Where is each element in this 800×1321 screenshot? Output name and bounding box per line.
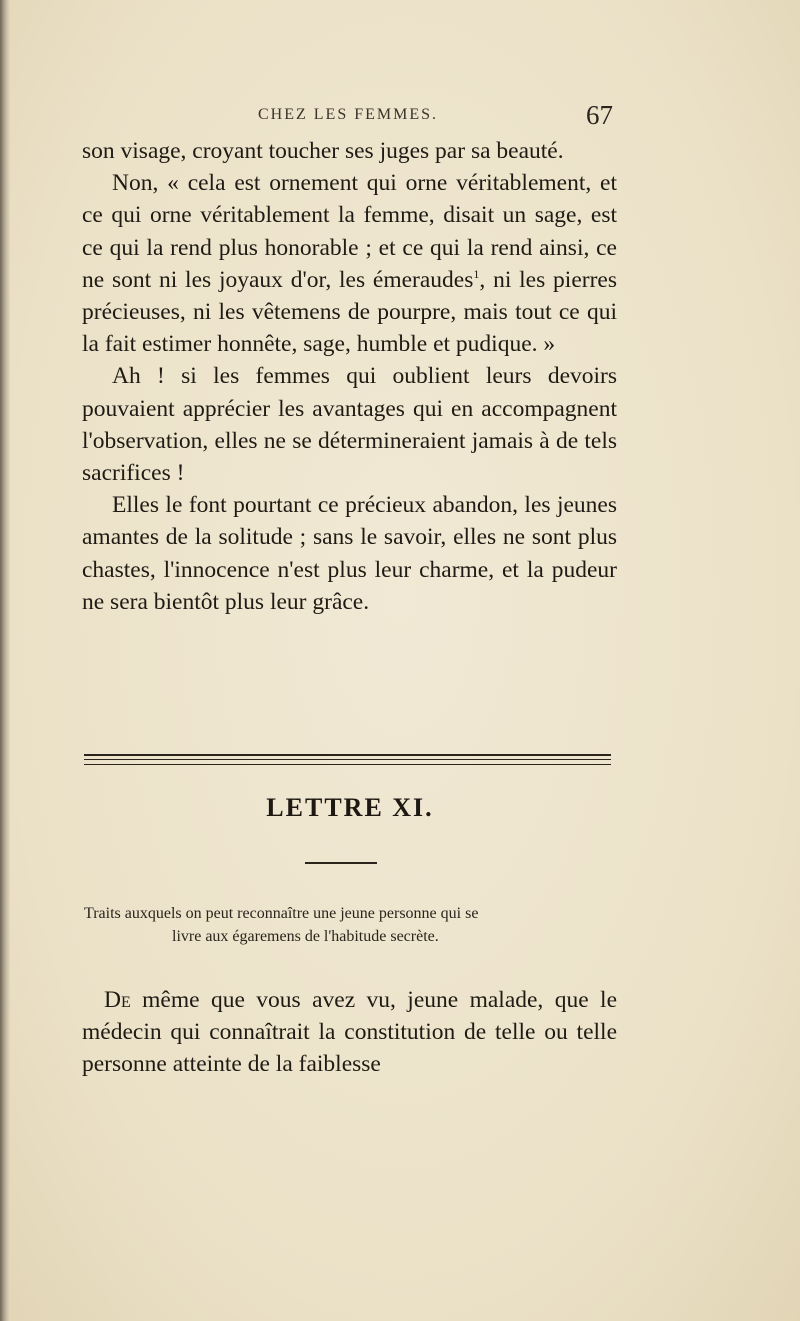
paragraph-text: , ni les pierres précieuses, ni les vêtemens de pourpre, mais tout ce qui la fait estimer honnête, sage, humble et pudique. » (82, 266, 617, 358)
page-number: 67 (586, 100, 613, 130)
paragraph-text: Elles le font pourtant ce précieux abandon, les jeunes amantes de la solitude ; sans le savoir, elles ne sont plus chastes, l'innocence n'est plus leur charme, et la pudeur ne sera bientôt plus leur grâce. (82, 492, 617, 615)
paragraph-continuation (82, 135, 617, 167)
paragraph-text: Ah ! si les femmes qui oublient leurs devoirs pouvaient apprécier les avantages qui en accompagnent l'observation, elles ne se détermineraient jamais à de tels sacrifices ! (82, 363, 617, 487)
paragraph-text: Non, « cela est ornement qui orne véritablement, et ce qui orne véritablement la femme, disait un sage, est ce qui la rend plus honorable ; et ce qui la rend ainsi, ce ne sont ni les joyaux d'or, les émeraudes (82, 170, 617, 293)
summary-line: Traits auxquels on peut reconnaître une jeune personne qui se (84, 905, 479, 922)
book-spine-shadow (0, 0, 10, 1321)
paragraph-quote (82, 167, 617, 360)
opening-text: même que vous avez vu, jeune malade, que le médecin qui connaîtrait la constitution de telle ou telle personne atteinte de la faiblesse (82, 987, 617, 1078)
paragraph (82, 360, 617, 489)
section-divider (84, 754, 611, 765)
footnote-mark: 1 (473, 266, 480, 281)
chapter-opening (82, 984, 617, 1081)
body-text (82, 135, 617, 618)
paragraph-text: son visage, croyant toucher ses juges par sa beauté. (82, 138, 564, 164)
chapter-summary (84, 902, 614, 948)
paragraph (82, 489, 617, 618)
opening-paragraph (82, 984, 617, 1081)
summary-line: livre aux égaremens de l'habitude secrète. (172, 928, 439, 945)
chapter-title: LETTRE XI. (266, 793, 434, 822)
running-head: CHEZ LES FEMMES. (258, 106, 439, 123)
title-rule (305, 862, 377, 864)
opening-lead-word: De (104, 987, 131, 1013)
page-header (0, 100, 800, 130)
